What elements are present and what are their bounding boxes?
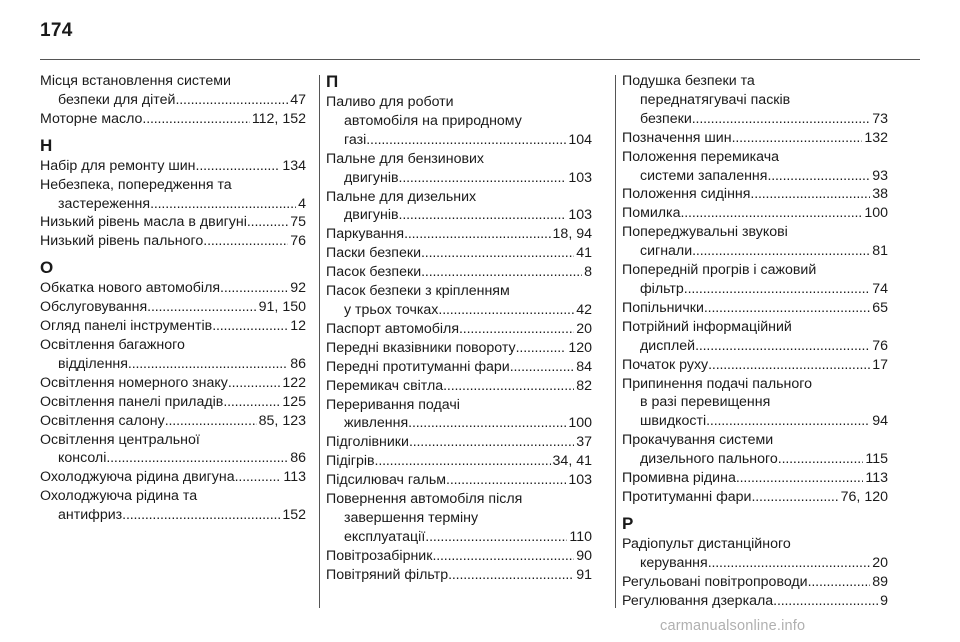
index-entry xyxy=(622,356,888,375)
page-reference: 89 xyxy=(872,573,888,590)
index-entry xyxy=(40,279,306,298)
page-reference: 12 xyxy=(290,318,306,335)
dot-leader xyxy=(142,110,249,129)
index-entry xyxy=(622,261,888,299)
entry-text: Повернення автомобіля після xyxy=(326,491,523,508)
header-rule xyxy=(40,59,920,60)
page-reference: 20 xyxy=(872,554,888,571)
dot-leader xyxy=(223,393,280,412)
entry-text: переднатягувачі пасків xyxy=(640,91,791,108)
entry-text: Освітлення салону xyxy=(40,412,165,429)
page-reference: 82 xyxy=(576,377,592,394)
dot-leader xyxy=(510,358,575,377)
page-reference: 41 xyxy=(576,245,592,262)
entry-text: газі xyxy=(344,131,367,148)
dot-leader xyxy=(235,468,282,487)
page-reference: 93 xyxy=(872,167,888,184)
page-reference: 94 xyxy=(872,413,888,430)
entry-text: Повітряний фільтр xyxy=(326,566,449,583)
entry-text: Передні вказівники повороту xyxy=(326,339,516,356)
entry-text: застереження xyxy=(58,195,151,212)
page-reference: 92 xyxy=(290,280,306,297)
entry-text: Обкатка нового автомобіля xyxy=(40,280,221,297)
page-reference: 20 xyxy=(576,320,592,337)
dot-leader xyxy=(708,356,870,375)
page-reference: 8 xyxy=(584,264,592,281)
dot-leader xyxy=(750,185,870,204)
entry-text: Попільнички xyxy=(622,299,704,316)
index-entry xyxy=(326,377,592,396)
dot-leader xyxy=(409,433,574,452)
page-reference: 104 xyxy=(568,131,592,148)
index-entry xyxy=(40,176,306,214)
dot-leader xyxy=(751,488,838,507)
entry-text: двигунів xyxy=(344,207,399,224)
index-entry xyxy=(326,150,592,188)
entry-text: в разі перевищення xyxy=(640,394,771,411)
dot-leader xyxy=(432,547,574,566)
dot-leader xyxy=(375,452,551,471)
dot-leader xyxy=(443,377,574,396)
page-reference: 4 xyxy=(298,195,306,212)
entry-text: Попереджувальні звукові xyxy=(622,224,788,241)
page-reference: 122 xyxy=(282,374,306,391)
index-entry xyxy=(40,487,306,525)
index-entry xyxy=(622,148,888,186)
index-entry xyxy=(326,490,592,547)
dot-leader xyxy=(421,244,574,263)
index-entry xyxy=(622,488,888,507)
dot-leader xyxy=(438,301,574,320)
dot-leader xyxy=(212,317,288,336)
index-entry xyxy=(622,299,888,318)
index-entry xyxy=(622,535,888,573)
dot-leader xyxy=(196,157,281,176)
page-reference: 100 xyxy=(864,205,888,222)
dot-leader xyxy=(704,299,870,318)
dot-leader xyxy=(680,204,862,223)
entry-text: Підсилювач гальм xyxy=(326,472,447,489)
page-reference: 103 xyxy=(568,169,592,186)
page-reference: 47 xyxy=(290,91,306,108)
page-reference: 132 xyxy=(864,129,888,146)
index-entry xyxy=(40,157,306,176)
entry-text: Переривання подачі xyxy=(326,396,460,413)
dot-leader xyxy=(732,129,863,148)
dot-leader xyxy=(425,528,567,547)
entry-text: Низький рівень масла в двигуні xyxy=(40,214,247,231)
dot-leader xyxy=(122,506,280,525)
index-entry xyxy=(326,320,592,339)
page-reference: 125 xyxy=(282,393,306,410)
entry-text: Обслуговування xyxy=(40,299,148,316)
page-reference: 86 xyxy=(290,450,306,467)
index-entry xyxy=(622,469,888,488)
entry-text: Освітлення номерного знаку xyxy=(40,374,228,391)
index-entry xyxy=(622,72,888,129)
dot-leader xyxy=(736,469,864,488)
entry-text: Освітлення багажного xyxy=(40,336,185,353)
dot-leader xyxy=(399,206,567,225)
page-reference: 76 xyxy=(872,337,888,354)
page-reference: 76 xyxy=(290,233,306,250)
entry-text: Прокачування системи xyxy=(622,432,774,449)
dot-leader xyxy=(808,573,871,592)
index-entry xyxy=(326,433,592,452)
entry-text: Повітрозабірник xyxy=(326,547,433,564)
entry-text: швидкості xyxy=(640,413,707,430)
index-entry xyxy=(40,232,306,251)
dot-leader xyxy=(228,374,280,393)
entry-text: Охолоджуюча рідина та xyxy=(40,488,198,505)
index-entry xyxy=(326,188,592,226)
index-column-3 xyxy=(622,72,888,610)
index-entry xyxy=(326,566,592,585)
entry-text: Охолоджуюча рідина двигуна xyxy=(40,469,235,486)
page-reference: 152 xyxy=(282,507,306,524)
dot-leader xyxy=(448,566,574,585)
dot-leader xyxy=(516,339,567,358)
entry-text: Положення сидіння xyxy=(622,186,751,203)
page-reference: 9 xyxy=(880,592,888,609)
index-entry xyxy=(622,185,888,204)
index-entry xyxy=(40,393,306,412)
dot-leader xyxy=(706,412,870,431)
dot-leader xyxy=(773,592,878,611)
page-reference: 115 xyxy=(865,451,888,468)
page-reference: 73 xyxy=(872,110,888,127)
page-reference: 86 xyxy=(290,355,306,372)
entry-text: Пасок безпеки xyxy=(326,264,422,281)
entry-text: Освітлення панелі приладів xyxy=(40,393,224,410)
entry-text: живлення xyxy=(344,415,409,432)
entry-text: у трьох точках xyxy=(344,301,439,318)
entry-text: Положення перемикача xyxy=(622,148,780,165)
page-reference: 84 xyxy=(576,358,592,375)
entry-text: Перемикач світла xyxy=(326,377,444,394)
index-entry xyxy=(326,244,592,263)
entry-text: безпеки xyxy=(640,110,692,127)
index-entry xyxy=(326,339,592,358)
page-reference: 134 xyxy=(282,157,306,174)
page-reference: 74 xyxy=(872,280,888,297)
page-reference: 75 xyxy=(290,214,306,231)
dot-leader xyxy=(408,414,566,433)
entry-text: Передні протитуманні фари xyxy=(326,358,510,375)
entry-text: фільтр xyxy=(640,280,684,297)
page-reference: 85, 123 xyxy=(258,412,306,429)
dot-leader xyxy=(203,232,288,251)
entry-text: Помилка xyxy=(622,205,681,222)
index-entry xyxy=(40,72,306,110)
dot-leader xyxy=(778,450,864,469)
dot-leader xyxy=(147,298,256,317)
watermark: carmanualsonline.info xyxy=(660,618,806,634)
entry-text: Регулювання дзеркала xyxy=(622,592,774,609)
index-column-2 xyxy=(326,72,592,585)
dot-leader xyxy=(692,110,870,129)
index-entry xyxy=(622,223,888,261)
index-entry xyxy=(40,412,306,431)
entry-text: системи запалення xyxy=(640,167,768,184)
entry-text: сигнали xyxy=(640,243,693,260)
entry-text: Подушка безпеки та xyxy=(622,73,755,89)
page-reference: 76, 120 xyxy=(840,488,888,505)
page-reference: 113 xyxy=(283,469,306,486)
index-entry xyxy=(326,452,592,471)
entry-text: Початок руху xyxy=(622,356,709,373)
index-entry xyxy=(622,375,888,432)
dot-leader xyxy=(366,131,566,150)
entry-text: Регульовані повітропроводи xyxy=(622,573,808,590)
index-entry xyxy=(326,396,592,434)
index-entry xyxy=(622,129,888,148)
index-entry xyxy=(40,431,306,469)
dot-leader xyxy=(399,169,567,188)
page-reference: 37 xyxy=(576,434,592,451)
index-entry xyxy=(326,471,592,490)
entry-text: антифриз xyxy=(58,507,123,524)
page-reference: 81 xyxy=(872,243,888,260)
index-entry xyxy=(40,374,306,393)
entry-text: Пальне для бензинових xyxy=(326,150,485,167)
page-reference: 120 xyxy=(568,339,592,356)
dot-leader xyxy=(459,320,574,339)
page-reference: 100 xyxy=(568,415,592,432)
entry-text: безпеки для дітей xyxy=(58,91,176,108)
page-reference: 38 xyxy=(872,186,888,203)
index-entry xyxy=(40,213,306,232)
index-entry xyxy=(622,204,888,223)
page-reference: 65 xyxy=(872,299,888,316)
entry-text: Припинення подачі пального xyxy=(622,375,812,392)
entry-text: Пальне для дизельних xyxy=(326,188,477,205)
index-entry xyxy=(326,358,592,377)
entry-text: Попередній прогрів і сажовий xyxy=(622,262,817,279)
dot-leader xyxy=(695,337,870,356)
dot-leader xyxy=(220,279,288,298)
index-entry xyxy=(40,336,306,374)
entry-text: Місця встановлення системи xyxy=(40,73,231,89)
section-letter: О xyxy=(40,258,54,278)
dot-leader xyxy=(106,449,288,468)
section-letter: Н xyxy=(40,135,53,155)
index-entry xyxy=(326,547,592,566)
index-entry xyxy=(40,317,306,336)
entry-text: автомобіля на природному xyxy=(344,112,522,129)
entry-text: Огляд панелі інструментів xyxy=(40,318,213,335)
dot-leader xyxy=(128,355,288,374)
index-entry xyxy=(622,318,888,356)
entry-text: Позначення шин xyxy=(622,129,732,146)
entry-text: двигунів xyxy=(344,169,399,186)
entry-text: Протитуманні фари xyxy=(622,488,752,505)
page-reference: 112, 152 xyxy=(251,110,306,127)
entry-text: Моторне масло xyxy=(40,110,143,127)
index-entry xyxy=(40,110,306,129)
entry-text: Низький рівень пального xyxy=(40,233,204,250)
page-reference: 91 xyxy=(576,566,592,583)
dot-leader xyxy=(421,263,582,282)
index-entry xyxy=(326,282,592,320)
index-entry xyxy=(40,468,306,487)
page-number: 174 xyxy=(40,20,73,41)
entry-text: відділення xyxy=(58,355,128,372)
dot-leader xyxy=(247,213,288,232)
index-entry xyxy=(326,263,592,282)
index-entry xyxy=(622,431,888,469)
page-reference: 91, 150 xyxy=(258,299,306,316)
page-reference: 90 xyxy=(576,547,592,564)
entry-text: консолі xyxy=(58,450,107,467)
index-entry xyxy=(326,225,592,244)
dot-leader xyxy=(767,167,870,186)
entry-text: експлуатації xyxy=(344,528,426,545)
dot-leader xyxy=(404,225,550,244)
dot-leader xyxy=(708,554,871,573)
entry-text: Паркування xyxy=(326,226,405,243)
entry-text: дизельного пального xyxy=(640,451,778,468)
entry-text: Небезпека, попередження та xyxy=(40,176,232,193)
page-reference: 103 xyxy=(568,207,592,224)
entry-text: Освітлення центральної xyxy=(40,431,200,448)
entry-text: дисплей xyxy=(640,337,696,354)
dot-leader xyxy=(165,412,257,431)
page-reference: 18, 94 xyxy=(552,226,592,243)
index-column-1 xyxy=(40,72,306,525)
index-entry xyxy=(40,298,306,317)
entry-text: Паспорт автомобіля xyxy=(326,320,460,337)
index-entry xyxy=(622,573,888,592)
entry-text: Радіопульт дистанційного xyxy=(622,535,791,552)
dot-leader xyxy=(150,195,296,214)
dot-leader xyxy=(175,91,288,110)
entry-text: Потрійний інформаційний xyxy=(622,318,792,335)
index-entry xyxy=(622,592,888,611)
section-letter: П xyxy=(326,72,339,91)
page-reference: 113 xyxy=(865,470,888,487)
column-divider xyxy=(615,75,616,608)
dot-leader xyxy=(684,280,870,299)
section-letter: Р xyxy=(622,513,634,533)
page-reference: 42 xyxy=(576,301,592,318)
entry-text: Паски безпеки xyxy=(326,245,422,262)
index-entry xyxy=(326,93,592,150)
page-reference: 110 xyxy=(569,528,592,545)
entry-text: Підголівники xyxy=(326,434,409,451)
entry-text: Промивна рідина xyxy=(622,470,736,487)
entry-text: Пасок безпеки з кріпленням xyxy=(326,283,510,300)
page-reference: 34, 41 xyxy=(552,453,592,470)
dot-leader xyxy=(692,242,870,261)
dot-leader xyxy=(446,471,566,490)
column-divider xyxy=(319,75,320,608)
entry-text: керування xyxy=(640,554,708,571)
page-reference: 103 xyxy=(568,472,592,489)
entry-text: Набір для ремонту шин xyxy=(40,157,196,174)
entry-text: Підігрів xyxy=(326,453,375,470)
entry-text: Паливо для роботи xyxy=(326,94,454,110)
entry-text: завершення терміну xyxy=(344,509,479,526)
page-reference: 17 xyxy=(872,356,888,373)
